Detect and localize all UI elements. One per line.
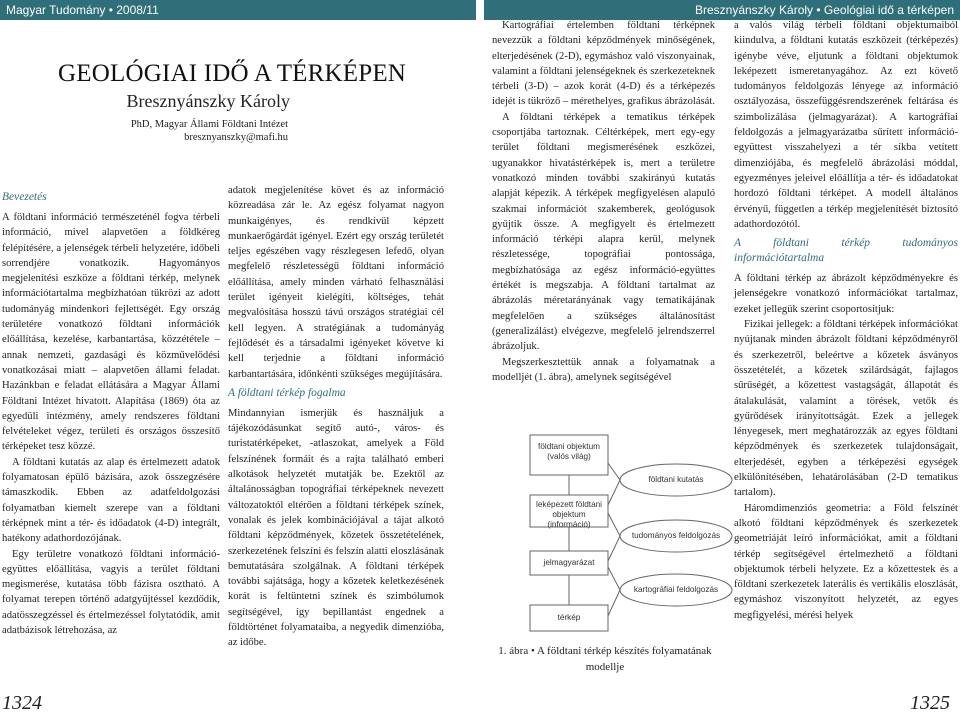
author-affiliation [0, 118, 288, 144]
paragraph: Mindannyian ismerjük és használjuk a tájékozódásunkat segítő autó-, város- és turistatérképeket, -atlaszokat, amelyek a Föld felszínének formáit és a rajta található emberi alkotások helyzetét mutatják be. Ezektől az általánosságban topográfiai térképeknek nevezett változatoktól eltérően a földtani térképek színek, vonalak és jelek kombinációjával a tájat alkotó földtani képződmények, kőzetek összetételének, szerkezetének felszíni és felszín alatti eloszlásának bemutatására szolgálnak. A földtani térképek további sajátsága, hogy a kőzetek keletkezésének korát is feltüntetni színek és szimbólumok segítségével, így bepillantást engednek a földtörténet folyamataiba, a negyedik dimenzióba, az időbe. [228, 407, 444, 649]
paragraph: Egy területre vonatkozó földtani információ-együttes előállítása, vagyis a terület földtani megismerése, kutatása több fázisra osztható. A folyamat terepen történő adatgyűjtéssel kezdődik, adatösszegzéssel és értelmezéssel folytatódik, amit adatbázisok létrehozása, az [2, 548, 220, 637]
paragraph: A földtani térkép az ábrázolt képződményekre és jelenségekre vonatkozó információkat tartalmaz, ezeket jellegük szerint csoportosítjuk: [734, 273, 958, 315]
diagram-connector [608, 463, 620, 480]
article-title: GEOLÓGIAI IDŐ A TÉRKÉPEN [58, 60, 407, 87]
paragraph: A földtani kutatás az alap és értelmezett adatok folyamatosan épülő bázisára, azok összegzésére támaszkodik. Ebben az adatfeldolgozási folyamatban kiemelt szerepe van a földtani térképnek mint a tér- és időadatok (4-D) integrált, hatékony adathordozójának. [2, 456, 220, 545]
text-column-2 [228, 183, 444, 651]
paragraph: adatok megjelenítése követ és az információ közreadása zár le. Az egész folyamat nagyon munkaigényes, és rendkívül képzett munkaerőgárdát igényel. Ezért egy ország területét teljes egészében vagy részlegesen lefedő, olyan megfelelő részletességű földtani információ előállítása, amely minden várható felhasználási terület igényeit kielégíti, költséges, tehát megvalósítása hosszú távú országos stratégiai cél kell legyen. A stratégiának a tudományág fejlődését és a társadalmi igényeket követve ki kell terjednie a földtani információ karbantartására, időnkénti szükséges megújítására. [228, 185, 444, 380]
oval-science-label: tudományos feldolgozás [631, 531, 721, 540]
page-number-right: 1325 [910, 692, 950, 714]
text-column-3 [492, 18, 715, 385]
diagram-connector [608, 536, 620, 561]
section-heading-concept: A földtani térkép fogalma [228, 386, 346, 399]
oval-research-label: földtani kutatás [648, 475, 704, 484]
paragraph: A földtani térképek a tematikus térképek csoportjába tartoznak. Céltérképek, mert egy-egy terület földtani megismerésének eszközei, ugyanakkor hivatástérképek is, mert a területre vonatkozó minden további szakirányú kutatás alapját képezik. A térképek megfigyelésen alapuló szakmai információt szakemberek, geológusok gyűjtik össze. A megfigyelt és értelmezett információ térképi alapra kerül, melynek részletessége, topográfiai pontossága, megbízhatósága az egész információ-együttes értékét is megszabja. A földtani tartalmat az ábrázolás méretarányának vagy tematikájának megfelelően a szükséges általánosítást (generalizálást) elvégezve, megfelelő jelrendszerrel ábrázoljuk. [492, 111, 715, 353]
box-legend-label: jelmagyarázat [543, 558, 595, 567]
paragraph: Kartográfiai értelemben földtani térképnek nevezzük a földtani képződmények minőségének, elterjedésének (2-D), egymáshoz való viszonyainak, valamint a földtani jelenségeknek és szerkezeteknek térbeli (3-D) – azok korát (4-D) és a térképezés idejét is tükröző – mérethelyes, grafikus ábrázolását. [492, 20, 715, 108]
page-gutter [476, 0, 484, 720]
box-object-label: földtani objektum (valós világ) [538, 442, 600, 461]
paragraph: A földtani információ természeténél fogva térbeli információ, mivel alapvetően a földkéreg felépítésére, a jelenségek térbeli helyzetére, időbeli sorrendjére vonatkozik. Hagyományos megjelenítési eszköze a földtani térkép, melynek információtartalma megbízhatóan tükrözi az adott tudományág mindenkori fejlettségét. Egy ország területére vonatkozó földtani információk előállítása, kezelése, karbantartása, közzététele – annak nemzeti, gazdasági és közművelődési vonatkozásai miatt – alapvetően állami feladat. Hazánkban e feladat ellátására a Magyar Állami Földtani Intézet hivatott. Alapítása (1869) óta az egyedüli intézmény, amely rendszeres földtani felvételeket végez, területi és országos összesítő térképeket tesz közzé. [2, 212, 220, 453]
section-heading-content: A földtani térkép tudományos információtartalma [734, 237, 958, 265]
paragraph: Háromdimenziós geometria: a Föld felszínét alkotó földtani képződmények és szerkezetek geometriáját leíró információkat, amit a földtani térkép segítségével értelmezhető a földtani objektumok térbeli helyzete. Ez a kőzettestek és a földtani szerkezetek laterális és vertikális eloszlását, egymáshoz viszonyított helyzetét, az egyes megfigyelési, mérési helyek [734, 502, 958, 621]
paragraph: Fizikai jellegek: a földtani térképek információkat nyújtanak minden ábrázolt földtani képződményről és szerkezetről, beleértve a kőzetek ásványos összetételét, a kőzetek szilárdságát, fajlagos sűrűségét, a kőzettest vastagságát, állapotát és átalakulását, valamint a törések, vetők és gyűrődések irányítottságát. Ezek a jellegek lényegesek, mert meghatározzák az egyes földtani képződmények és szerkezetek tulajdonságait, elterjedését, egyben a térképezési egységek elkülönítésében, lehatárolásában (2-D tematikus tartalom). [734, 319, 958, 499]
oval-carto-label: kartográfiai feldolgozás [633, 585, 719, 594]
affiliation-line: PhD, Magyar Állami Földtani Intézet [130, 119, 288, 130]
diagram-connector [608, 567, 620, 590]
author-email[interactable]: bresznyanszky@mafi.hu [184, 132, 288, 143]
process-diagram [528, 433, 736, 643]
running-header-right: Bresznyánszky Károly • Geológiai idő a térképen [484, 0, 960, 20]
box-map-label: térkép [557, 613, 581, 622]
page-number-left: 1324 [2, 692, 42, 714]
figure-caption: 1. ábra • A földtani térkép készítés folyamatának modellje [498, 645, 712, 673]
box-mapped-label: leképezett földtani objektum (információ) [536, 500, 602, 529]
text-column-4 [734, 18, 958, 623]
running-header-left: Magyar Tudomány • 2008/11 [0, 0, 482, 20]
diagram-connector [608, 480, 620, 505]
text-column-1 [2, 186, 220, 638]
diagram-connector [608, 513, 620, 536]
section-heading-intro: Bevezetés [2, 191, 47, 203]
paragraph: Megszerkesztettük annak a folyamatnak a modelljét (1. ábra), amelynek segítségével [492, 356, 715, 383]
diagram-connector [608, 590, 620, 616]
article-author: Bresznyánszky Károly [126, 91, 290, 111]
paragraph: a valós világ térbeli földtani objektumaiból kiindulva, a földtani kutatás eszközeit (térképezés) igénybe véve, eljutunk a földtani objektumok leképezett ismeretanyagához. Az ezt követő tudományos feldolgozás lényege az információ osztályozása, összefüggésrendszerének feltárása és szimbolizálása (jelmagyarázat). A kartográfiai feldolgozás a jelmagyarázatba sűrített információ-együttest visszahelyezi a tér síkba vetített dimenziójába, és megfelelő ábrázolási móddal, egyezményes jeleivel előállítja a tér- és időadatokat hordozó földtani térképet. A modell általános érvényű, független a térkép megjelenítését biztosító adathordozótól. [734, 20, 958, 230]
